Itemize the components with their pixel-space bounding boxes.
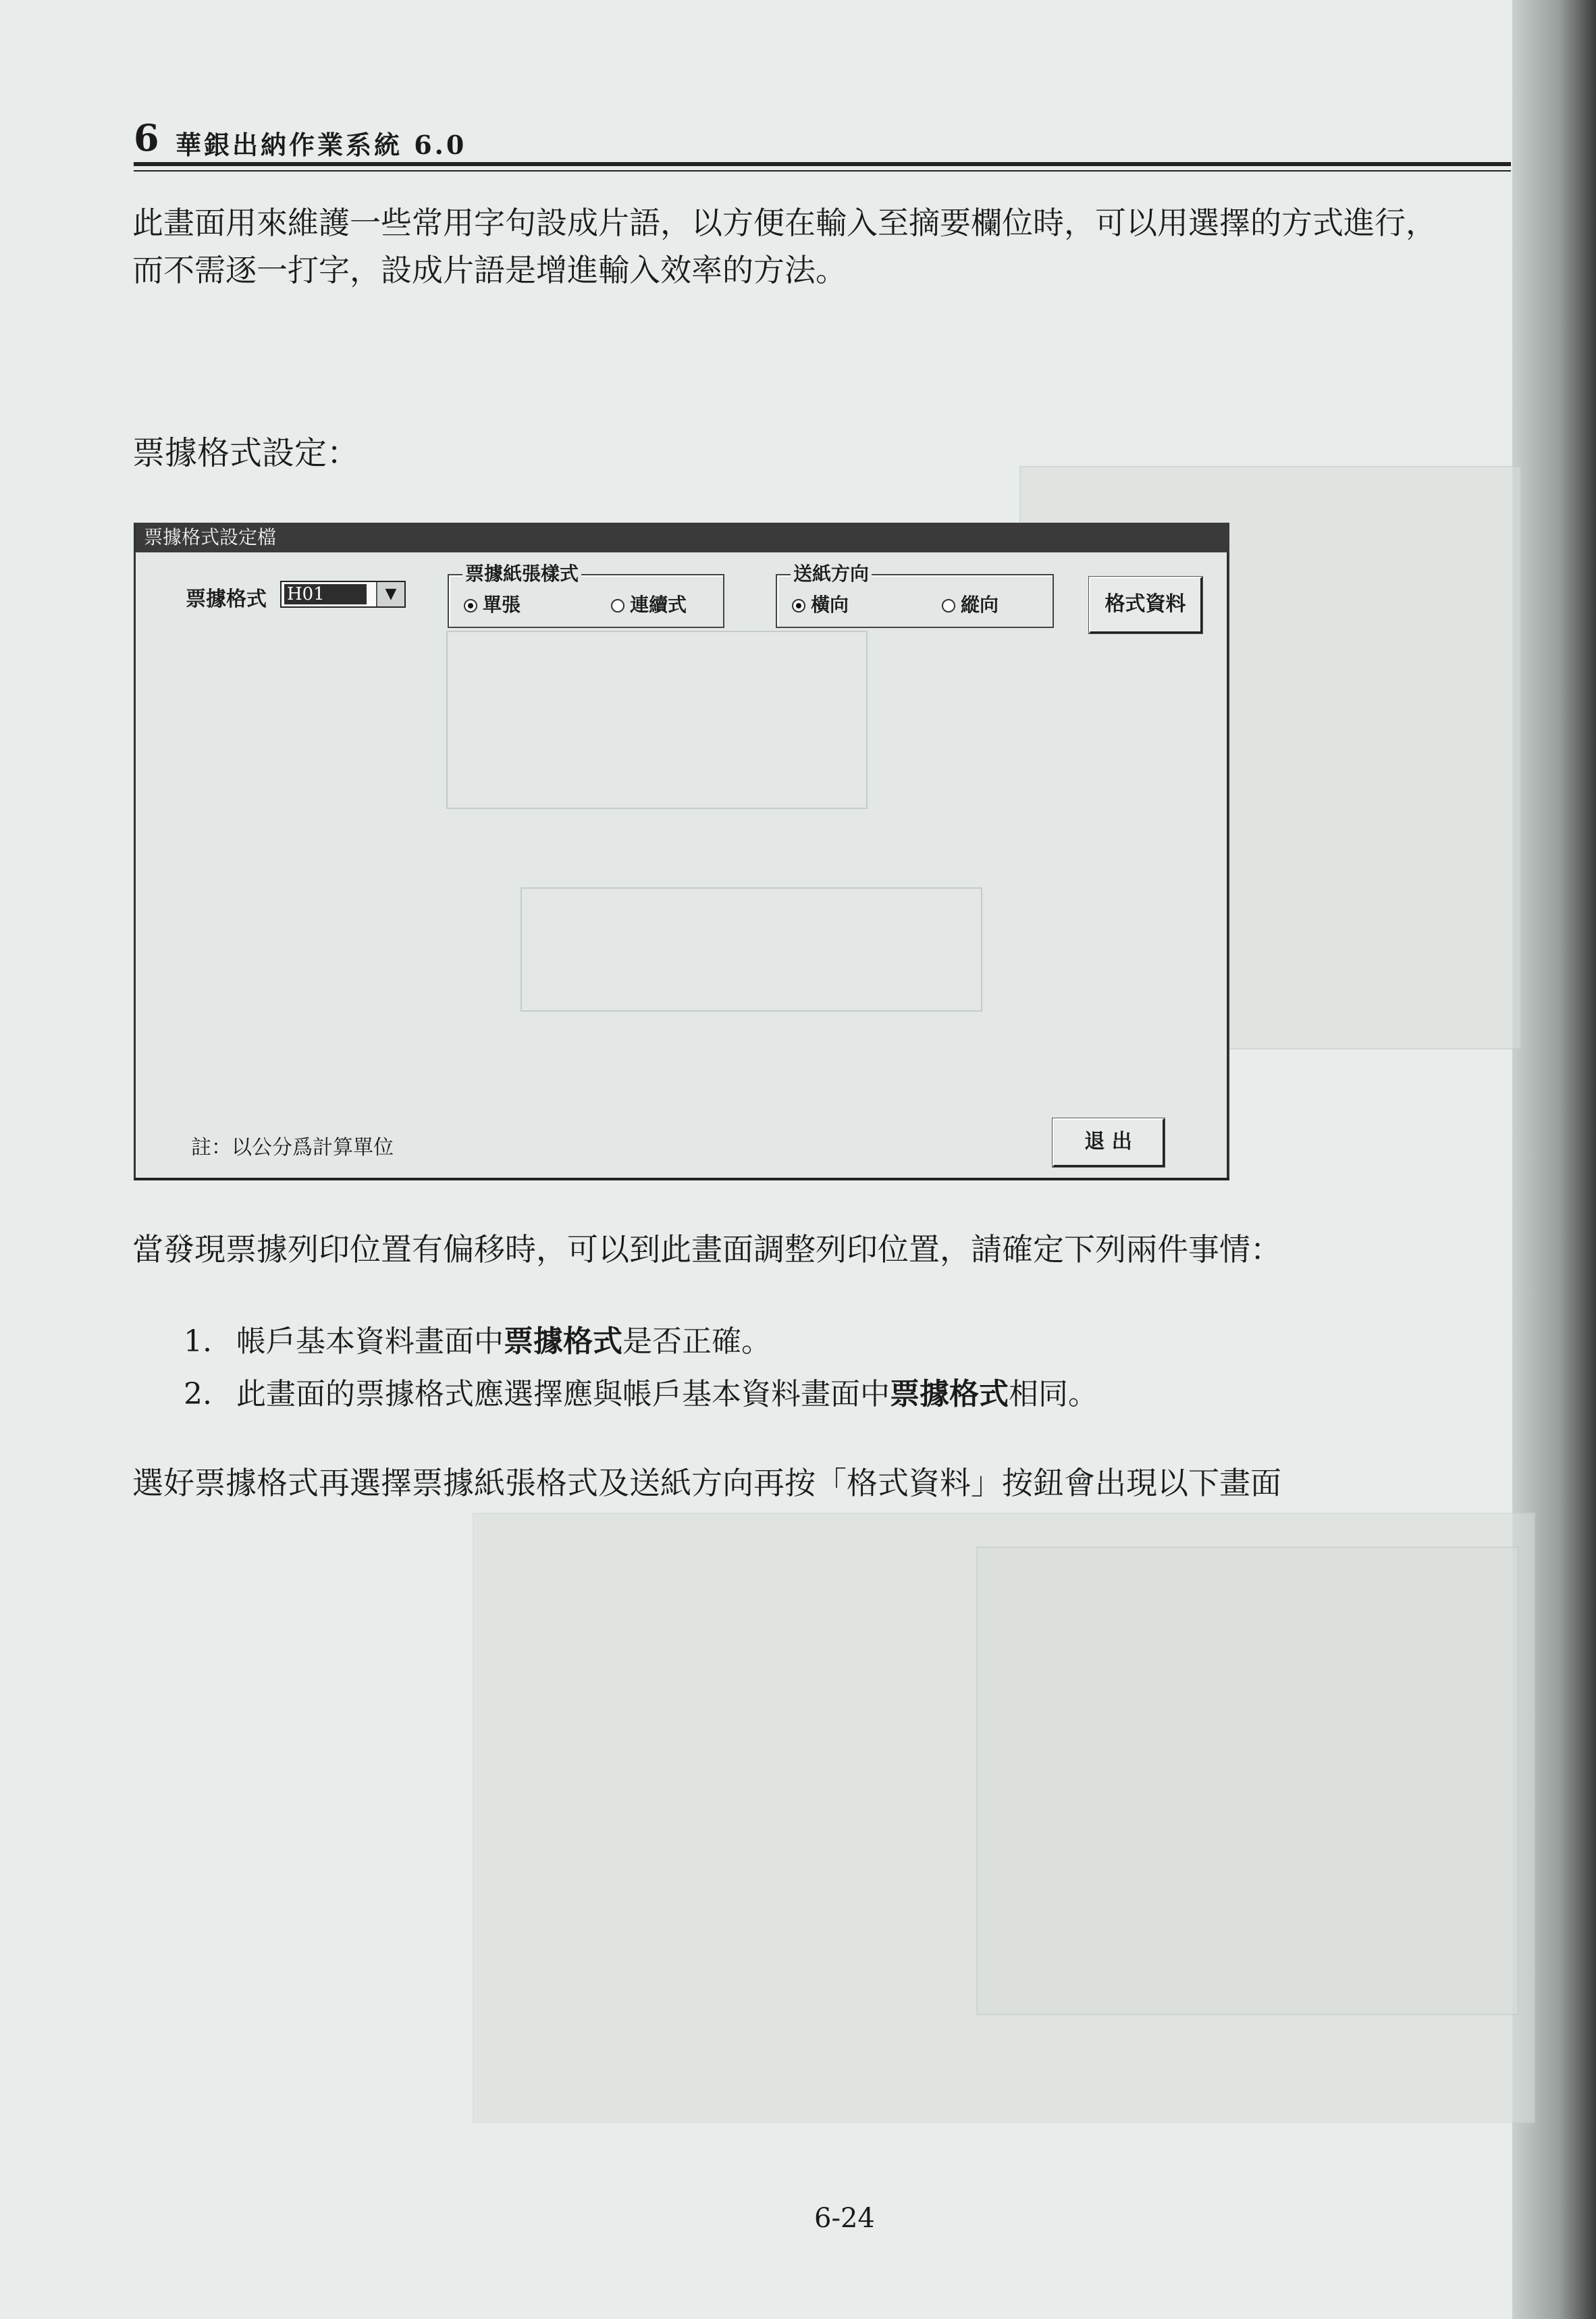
list-number: 2. <box>184 1377 212 1411</box>
radio-landscape[interactable] <box>792 590 849 617</box>
bleed-through-table-2 <box>976 1546 1519 2015</box>
dialog-title: 票據格式設定檔 <box>144 526 277 548</box>
header-rule-thin <box>134 170 1511 172</box>
ghost-panel-2 <box>521 887 982 1012</box>
ticket-format-dialog <box>134 523 1229 1180</box>
header-rule <box>134 162 1511 166</box>
ghost-panel <box>446 631 868 809</box>
feed-direction-legend: 送紙方向 <box>791 559 872 586</box>
list-text-bold: 票據格式 <box>504 1324 622 1359</box>
unit-note: 註：以公分爲計算單位 <box>191 1136 394 1160</box>
radio-unselected-icon <box>942 599 955 613</box>
list-text-post: 相同。 <box>1009 1377 1098 1411</box>
paper-style-legend: 票據紙張樣式 <box>462 559 581 586</box>
page-number: 6-24 <box>814 2203 875 2234</box>
chapter-number: 6 <box>134 116 159 159</box>
radio-portrait-label: 縱向 <box>961 594 999 616</box>
radio-unselected-icon <box>611 599 624 613</box>
format-select[interactable] <box>280 581 406 608</box>
intro-line-2: 而不需逐一打字，設成片語是增進輸入效率的方法。 <box>132 252 847 288</box>
chapter-title: 華銀出納作業系統 6.0 <box>176 130 467 160</box>
radio-single-sheet[interactable] <box>464 590 521 617</box>
page-header <box>134 116 1511 163</box>
section-title: 票據格式設定： <box>132 434 360 472</box>
chevron-down-icon[interactable]: ▼ <box>376 582 404 606</box>
list-item <box>184 1317 771 1360</box>
exit-button[interactable]: 退 出 <box>1053 1118 1165 1167</box>
format-select-value: H01 <box>284 584 367 604</box>
paper-style-group <box>448 563 724 628</box>
list-text-pre: 帳戶基本資料畫面中 <box>236 1324 504 1359</box>
closing-text: 選好票據格式再選擇票據紙張格式及送紙方向再按「格式資料」按鈕會出現以下畫面 <box>132 1465 1281 1501</box>
radio-single-sheet-label: 單張 <box>483 594 521 616</box>
radio-selected-icon <box>792 599 805 613</box>
format-data-button[interactable]: 格式資料 <box>1089 577 1202 633</box>
radio-selected-icon <box>464 599 477 613</box>
radio-landscape-label: 橫向 <box>811 594 849 616</box>
list-text-pre: 此畫面的票據格式應選擇應與帳戶基本資料畫面中 <box>236 1377 890 1411</box>
dialog-titlebar <box>136 523 1229 552</box>
radio-portrait[interactable] <box>942 590 999 617</box>
list-text-post: 是否正確。 <box>622 1324 771 1359</box>
list-text-bold: 票據格式 <box>890 1377 1009 1411</box>
list-number: 1. <box>184 1324 212 1359</box>
radio-continuous[interactable] <box>611 590 687 617</box>
list-item <box>184 1370 1098 1413</box>
dialog-border <box>1227 552 1229 1178</box>
feed-direction-group <box>776 563 1054 628</box>
after-intro: 當發現票據列印位置有偏移時，可以到此畫面調整列印位置，請確定下列兩件事情： <box>132 1231 1281 1268</box>
radio-continuous-label: 連續式 <box>630 594 687 616</box>
intro-line-1: 此畫面用來維護一些常用字句設成片語，以方便在輸入至摘要欄位時，可以用選擇的方式進行， <box>132 205 1437 241</box>
format-label: 票據格式 <box>186 588 267 611</box>
